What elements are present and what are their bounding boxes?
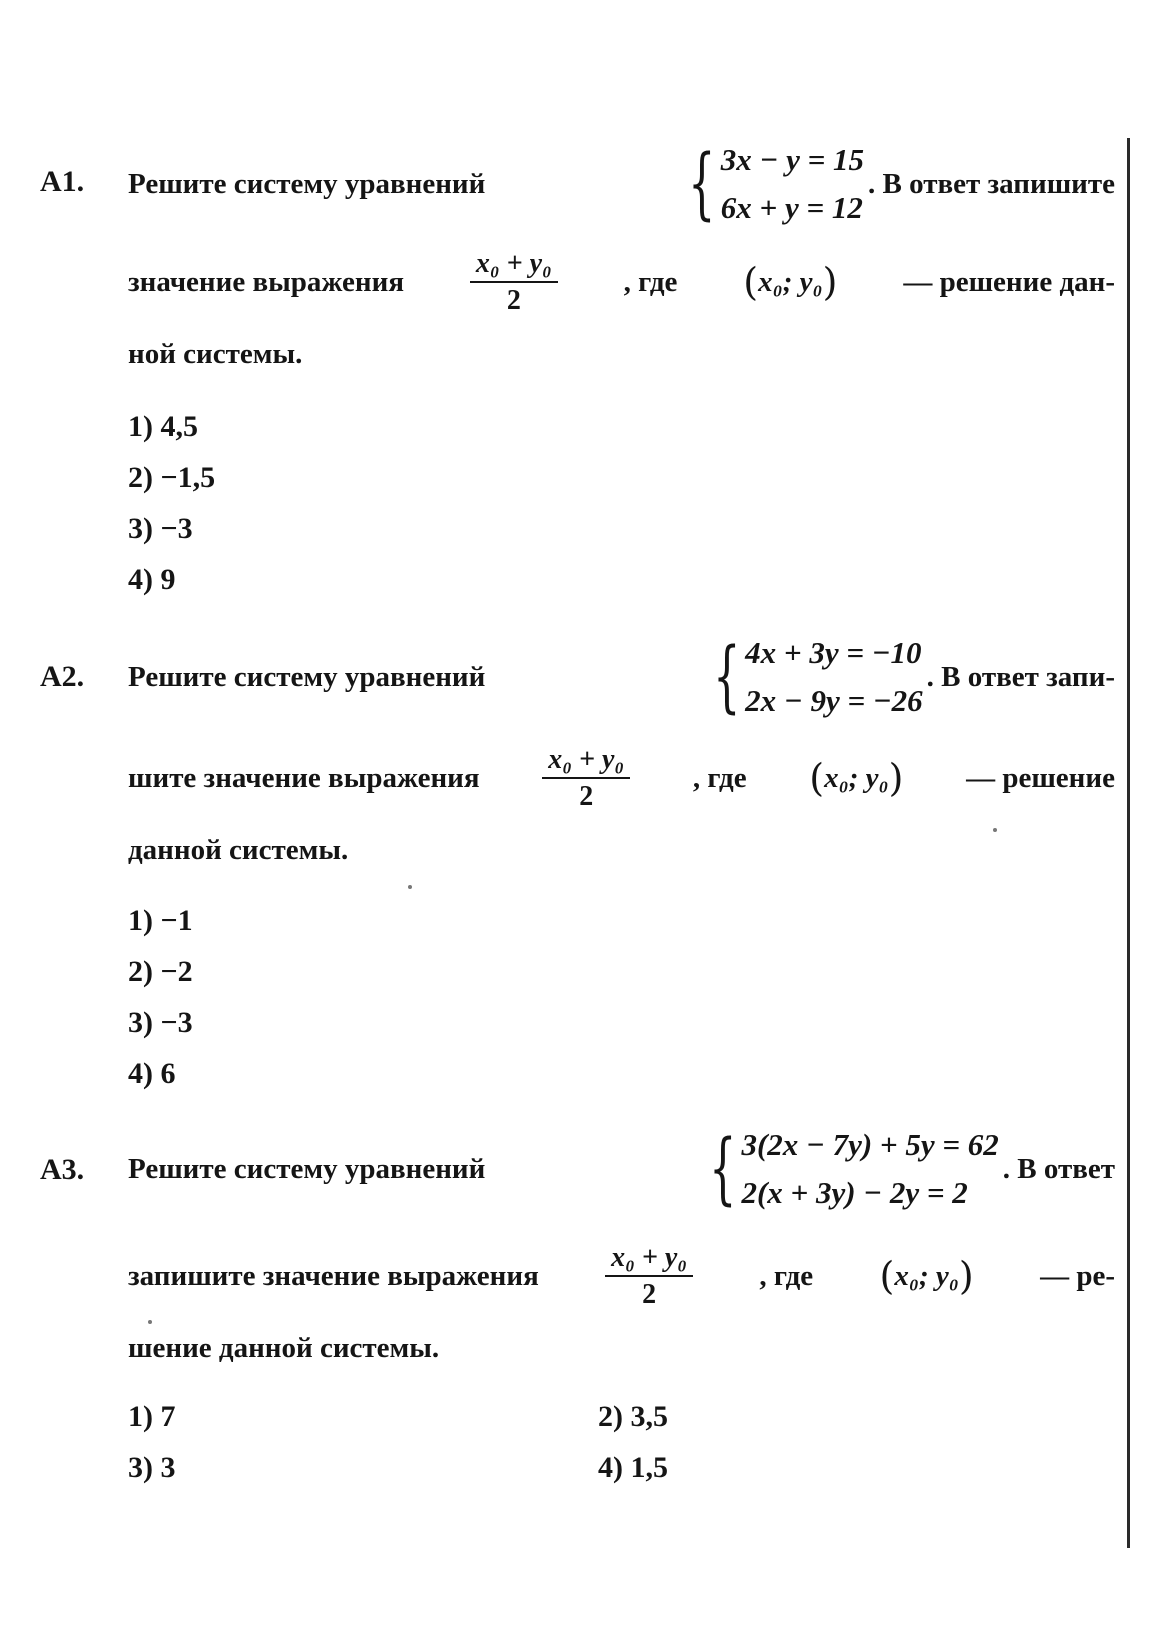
answer-option-1: 1) 4,5 xyxy=(128,410,198,443)
statement-intro: Решите систему уравнений xyxy=(128,1152,486,1185)
statement-where: , где xyxy=(759,1259,814,1292)
statement-text: значение выражения xyxy=(128,265,405,298)
problem-statement-line-1 xyxy=(128,138,1115,230)
fraction-denominator: 2 xyxy=(642,1278,657,1310)
fraction-denominator: 2 xyxy=(506,284,521,316)
problem-statement-line-2 xyxy=(128,1240,1115,1312)
equation-2: 2x − 9y = −26 xyxy=(745,683,923,718)
answer-option-4: 4) 9 xyxy=(128,563,176,596)
fraction-expression xyxy=(470,247,558,316)
answer-option-4: 4) 1,5 xyxy=(598,1451,668,1484)
fraction-numerator: x₀ + y₀ xyxy=(605,1244,693,1277)
problem-statement-line-1 xyxy=(128,1118,1115,1220)
fraction-expression xyxy=(542,743,630,812)
statement-after-system: . В ответ запи- xyxy=(926,660,1115,693)
answer-option-4: 4) 6 xyxy=(128,1057,176,1090)
statement-tail: — решение дан- xyxy=(903,265,1115,298)
problem-number: A2. xyxy=(40,660,85,693)
scan-speck xyxy=(148,1320,152,1324)
statement-tail: — решение xyxy=(966,761,1115,794)
equation-2: 2(x + 3y) − 2y = 2 xyxy=(741,1175,968,1210)
fraction-numerator: x₀ + y₀ xyxy=(542,746,630,779)
problem-statement-line-3: ной системы. xyxy=(128,338,303,370)
scan-speck xyxy=(408,885,412,889)
solution-pair: (x₀; y₀) xyxy=(879,1254,974,1298)
statement-where: , где xyxy=(623,265,678,298)
page-right-edge-line xyxy=(1127,138,1130,1548)
problem-number: A1. xyxy=(40,165,85,198)
answer-option-2: 2) 3,5 xyxy=(598,1400,668,1433)
equation-2: 6x + y = 12 xyxy=(720,190,863,225)
equation-1: 3x − y = 15 xyxy=(720,141,865,177)
fraction-numerator: x₀ + y₀ xyxy=(470,250,558,283)
solution-pair: (x₀; y₀) xyxy=(809,756,904,800)
problem-statement-line-3: шение данной системы. xyxy=(128,1332,440,1364)
answer-option-2: 2) −2 xyxy=(128,955,193,988)
answer-option-3: 3) −3 xyxy=(128,512,193,545)
statement-after-system: . В ответ xyxy=(1002,1152,1115,1185)
statement-tail: — ре- xyxy=(1040,1259,1115,1292)
equation-system xyxy=(683,136,1115,232)
equation-system xyxy=(708,629,1115,725)
statement-intro: Решите систему уравнений xyxy=(128,167,486,200)
statement-where: , где xyxy=(692,761,747,794)
equation-1: 4x + 3y = −10 xyxy=(745,634,922,670)
statement-text: запишите значение выражения xyxy=(128,1259,539,1292)
statement-after-system: . В ответ запишите xyxy=(868,167,1115,200)
problem-number: A3. xyxy=(40,1153,85,1186)
equation-system xyxy=(704,1121,1115,1217)
curly-brace: { xyxy=(712,632,740,722)
statement-text: шите значение выражения xyxy=(128,761,480,794)
problem-statement-line-2 xyxy=(128,742,1115,814)
answer-option-3: 3) 3 xyxy=(128,1451,176,1484)
problem-statement-line-1 xyxy=(128,630,1115,724)
statement-intro: Решите систему уравнений xyxy=(128,660,486,693)
fraction-denominator: 2 xyxy=(579,780,594,812)
problem-statement-line-3: данной системы. xyxy=(128,834,349,866)
solution-pair: (x₀; y₀) xyxy=(743,260,838,304)
answer-option-3: 3) −3 xyxy=(128,1006,193,1039)
answer-option-1: 1) −1 xyxy=(128,904,193,937)
answer-option-2: 2) −1,5 xyxy=(128,461,216,494)
curly-brace: { xyxy=(709,1124,737,1214)
curly-brace: { xyxy=(688,139,716,229)
scan-speck xyxy=(993,828,997,832)
problem-statement-line-2 xyxy=(128,246,1115,318)
equation-1: 3(2x − 7y) + 5y = 62 xyxy=(741,1126,999,1162)
fraction-expression xyxy=(605,1241,693,1310)
answer-option-1: 1) 7 xyxy=(128,1400,176,1433)
